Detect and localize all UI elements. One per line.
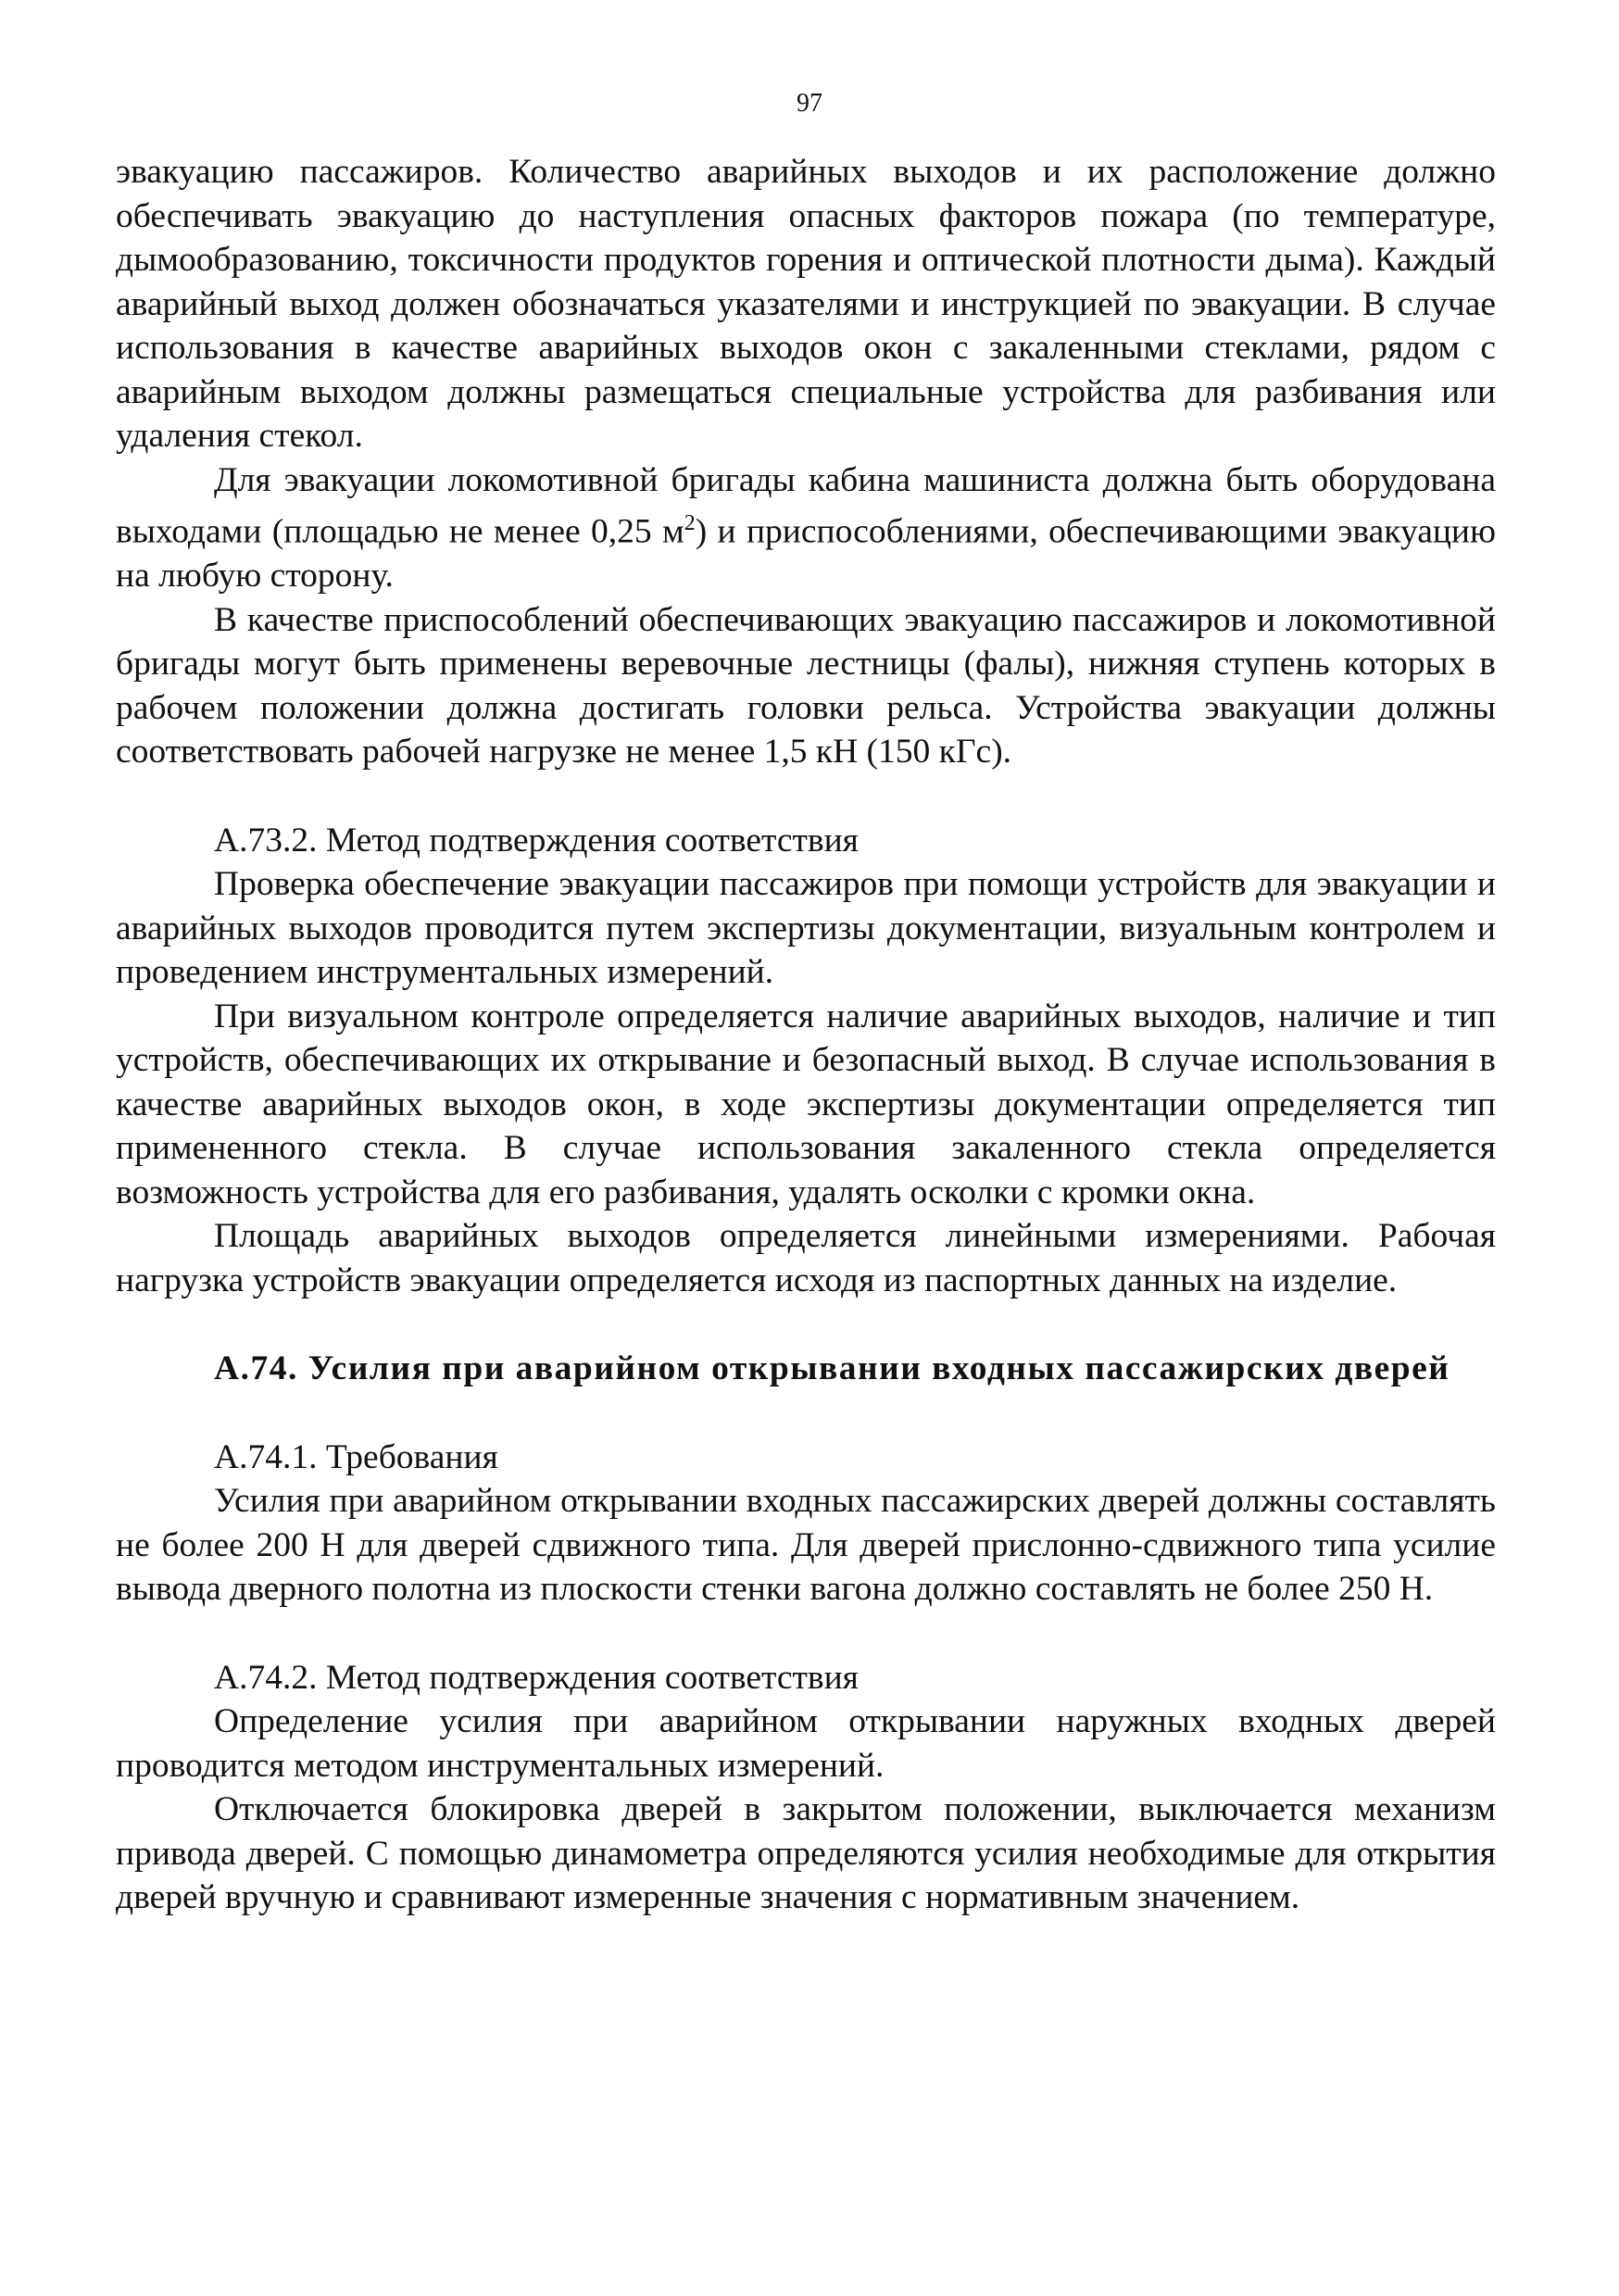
paragraph-exit-area: Площадь аварийных выходов определяется линейными измерениями. Рабочая нагрузка устройств эвакуации определяется исходя из паспортных данных на изделие. [116, 1217, 1496, 1299]
paragraph-rope-ladders: В качестве приспособлений обеспечивающих эвакуацию пассажиров и локомотивной бригады могут быть применены веревочные лестницы (фалы), нижняя ступень которых в рабочем положении должна достигать головки рельса. Устройства эвакуации должны соответствовать рабочей нагрузке не менее 1,5 кН (150 кГс). [116, 600, 1496, 771]
paragraph-evacuation-exits: эвакуацию пассажиров. Количество аварийных выходов и их расположение должно обеспечивать эвакуацию до наступления опасных факторов пожара (по температуре, дымообразованию, токсичности продуктов горения и оптической плотности дыма). Каждый аварийный выход должен обозначаться указателями и инструкцией по эвакуации. В случае использования в качестве аварийных выходов окон с закаленными стеклами, рядом с аварийным выходом должны размещаться специальные устройства для разбивания или удаления стекол. [116, 153, 1496, 455]
subheading-a73-2: А.73.2. Метод подтверждения соответствия [214, 821, 859, 859]
paragraph-visual-inspection: При визуальном контроле определяется наличие аварийных выходов, наличие и тип устройств, обеспечивающих их открывание и безопасный выход. В случае использования в качестве аварийных выходов окон, в ходе экспертизы документации определяется тип примененного стекла. В случае использования закаленного стекла определяется возможность устройства для его разбивания, удалять осколки с кромки окна. [116, 997, 1496, 1211]
section-heading-a74: А.74. Усилия при аварийном открывании входных пассажирских дверей [214, 1349, 1450, 1387]
document-body [116, 150, 1496, 1920]
paragraph-locomotive-crew-exits [116, 458, 1496, 598]
superscript-exponent: 2 [684, 511, 696, 535]
subheading-a74-1: А.74.1. Требования [214, 1437, 498, 1476]
paragraph-text: Для эвакуации локомотивной бригады кабина машиниста должна быть оборудована выходами (площадью не менее 0,25 м [116, 460, 1496, 551]
page-number: 97 [797, 89, 822, 118]
paragraph-force-measurement: Определение усилия при аварийном открывании наружных входных дверей проводится методом инструментальных измерений. [116, 1702, 1496, 1785]
subheading-a74-2: А.74.2. Метод подтверждения соответствия [214, 1658, 859, 1697]
paragraph-door-force-requirements: Усилия при аварийном открывании входных пассажирских дверей должны составлять не более 200 Н для дверей сдвижного типа. Для дверей прислонно-сдвижного типа усилие вывода дверного полотна из плоскости стенки вагона должно составлять не более 250 Н. [116, 1482, 1496, 1608]
paragraph-dynamometer-procedure: Отключается блокировка дверей в закрытом положении, выключается механизм привода дверей. С помощью динамометра определяются усилия необходимые для открытия дверей вручную и сравнивают измеренные значения с нормативным значением. [116, 1790, 1496, 1916]
paragraph-text: ) и приспособлениями, обеспечивающими эвакуацию на любую сторону. [116, 512, 1496, 595]
paragraph-verification-method: Проверка обеспечение эвакуации пассажиров при помощи устройств для эвакуации и аварийных выходов проводится путем экспертизы документации, визуальным контролем и проведением инструментальных измерений. [116, 865, 1496, 991]
